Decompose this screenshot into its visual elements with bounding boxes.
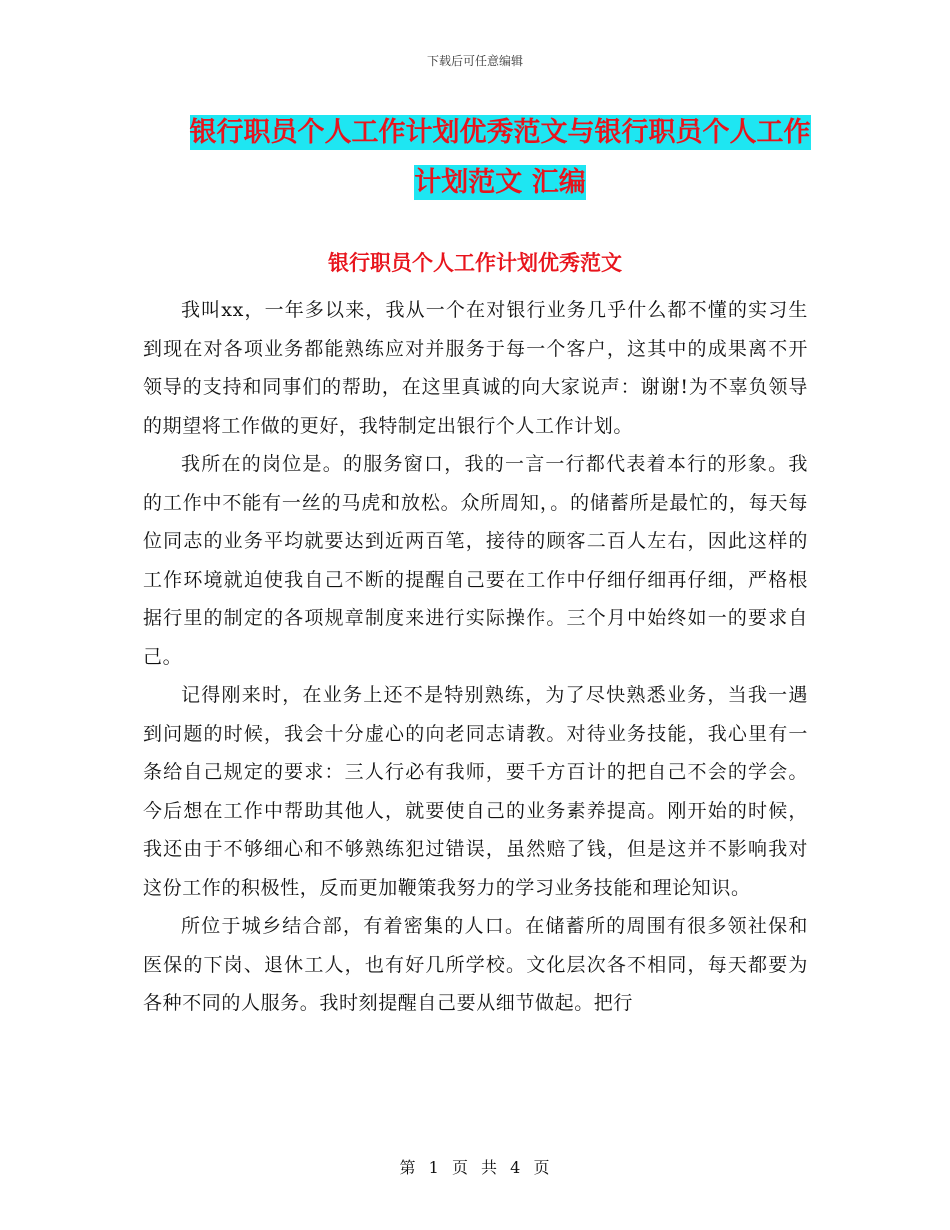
- paragraph: 记得刚来时，在业务上还不是特别熟练，为了尽快熟悉业务，当我一遇到问题的时候，我会十分虚心的向老同志请教。对待业务技能，我心里有一条给自己规定的要求：三人行必有我师，要千方百计的把自己不会的学会。今后想在工作中帮助其他人，就要使自己的业务素养提高。刚开始的时候，我还由于不够细心和不够熟练犯过错误，虽然赔了钱，但是这并不影响我对这份工作的积极性，反而更加鞭策我努力的学习业务技能和理论知识。: [143, 684, 808, 899]
- paragraph: 我叫xx，一年多以来，我从一个在对银行业务几乎什么都不懂的实习生到现在对各项业务都能熟练应对并服务于每一个客户，这其中的成果离不开领导的支持和同事们的帮助，在这里真诚的向大家说声：谢谢!为不辜负领导的期望将工作做的更好，我特制定出银行个人工作计划。: [143, 299, 808, 437]
- page-footer: [0, 1155, 950, 1178]
- main-title: [130, 108, 870, 208]
- footer-page-suffix: 页: [533, 1158, 551, 1177]
- footer-page-mid2: 共: [481, 1158, 499, 1177]
- footer-page-prefix: 第: [399, 1158, 417, 1177]
- footer-page-number: 1: [428, 1158, 440, 1177]
- footer-page-mid1: 页: [451, 1158, 469, 1177]
- header-note: 下载后可任意编辑: [426, 54, 523, 68]
- paragraph: 所位于城乡结合部，有着密集的人口。在储蓄所的周围有很多领社保和医保的下岗、退休工人，也有好几所学校。文化层次各不相同，每天都要为各种不同的人服务。我时刻提醒自己要从细节做起。把行: [143, 915, 808, 1014]
- body-text: [143, 291, 808, 1023]
- main-title-line-1: 银行职员个人工作计划优秀范文与银行职员个人工作: [189, 117, 811, 148]
- paragraph: 我所在的岗位是。的服务窗口，我的一言一行都代表着本行的形象。我的工作中不能有一丝的马虎和放松。众所周知，。的储蓄所是最忙的，每天每位同志的业务平均就要达到近两百笔，接待的顾客二百人左右，因此这样的工作环境就迫使我自己不断的提醒自己要在工作中仔细仔细再仔细，严格根据行里的制定的各项规章制度来进行实际操作。三个月中始终如一的要求自己。: [143, 453, 808, 668]
- main-title-line-2: 计划范文 汇编: [414, 167, 586, 198]
- section-title: 银行职员个人工作计划优秀范文: [328, 251, 622, 275]
- footer-page-total: 4: [510, 1158, 522, 1177]
